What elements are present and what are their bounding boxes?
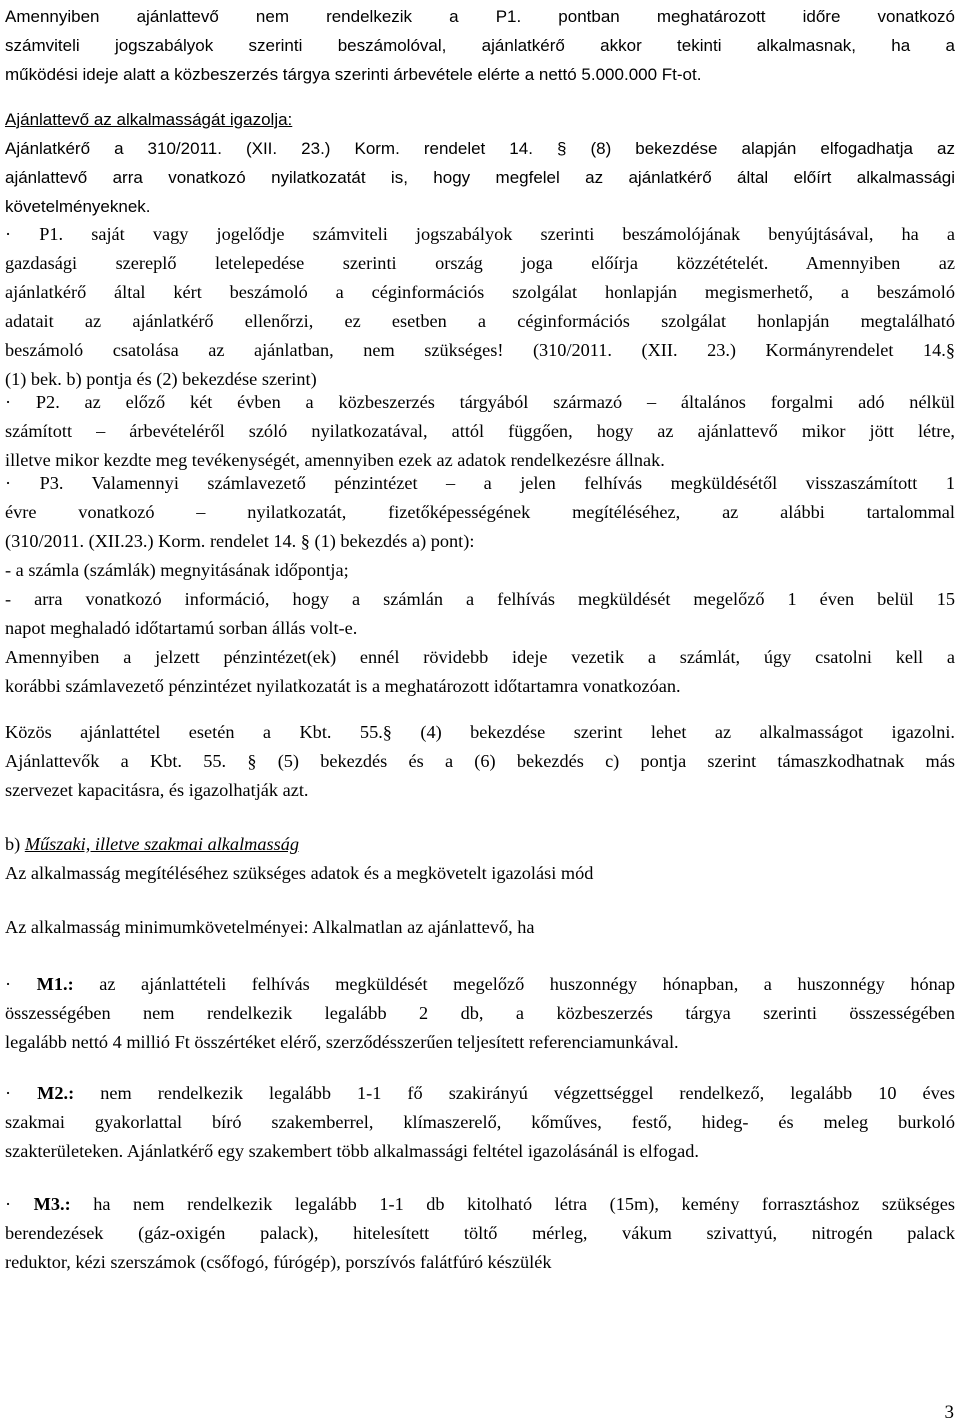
joint-bid-paragraph: [5, 718, 955, 805]
minimum-requirements: [5, 913, 955, 942]
text-line: gazdasági szereplő letelepedése szerinti ország joga előírja közzétételét. Amennyiben az: [5, 253, 955, 273]
text-line: korábbi számlavezető pénzintézet nyilatkozatát is a meghatározott időtartamra vonatkozóan.: [5, 676, 681, 696]
text-line: · P3. Valamennyi számlavezető pénzintézet – a jelen felhívás megküldésétől visszaszámított 1: [5, 473, 955, 493]
section-heading: [5, 830, 955, 859]
text-line: évre vonatkozó – nyilatkozatát, fizetőképességének megítéléséhez, az alábbi tartalommal: [5, 502, 955, 522]
section-heading: Ajánlattevő az alkalmasságát igazolja:: [5, 110, 293, 129]
text-line: szakmai gyakorlattal bíró szakemberrel, klímaszerelő, kőműves, festő, hideg- és meleg burkoló: [5, 1112, 955, 1132]
text-line: [5, 970, 955, 999]
text-line: · P1. saját vagy jogelődje számviteli jogszabályok szerinti beszámolójának benyújtásával, ha a: [5, 224, 955, 244]
text-line: · P2. az előző két évben a közbeszerzés tárgyából származó – általános forgalmi adó nélkül: [5, 392, 955, 412]
text-line: illetve mikor kezdte meg tevékenységét, amennyiben ezek az adatok rendelkezésre állnak.: [5, 450, 665, 470]
text-line: berendezések (gáz-oxigén palack), hitelesített töltő mérleg, vákum szivattyú, nitrogén palack: [5, 1223, 955, 1243]
text-line: adatait az ajánlatkérő ellenőrzi, ez esetben a céginformációs szolgálat honlapján megtalálható: [5, 311, 955, 331]
text-line: működési ideje alatt a közbeszerzés tárgya szerinti árbevétele elérte a nettó 5.000.000 Ft-ot.: [5, 65, 702, 84]
text-line: - a számla (számlák) megnyitásának időpontja;: [5, 560, 349, 580]
text-line: szervezet kapacitásra, és igazolhatják azt.: [5, 780, 309, 800]
text-line: legalább nettó 4 millió Ft összértéket elérő, szerződésszerűen teljesített referenciamunkával.: [5, 1032, 679, 1052]
text-line: [5, 1190, 955, 1219]
text-line: Ajánlatkérő a 310/2011. (XII. 23.) Korm. rendelet 14. § (8) bekezdése alapján elfogadhatja az: [5, 139, 955, 158]
text-line: reduktor, kézi szerszámok (csőfogó, fúrógép), porszívós falátfúró készülék: [5, 1252, 552, 1272]
requirement-label: M1.:: [36, 974, 74, 994]
rule-paragraph: [5, 134, 955, 221]
text-line: ajánlatkérő által kért beszámoló a céginformációs szolgálat honlapján megismerhető, a beszámoló: [5, 282, 955, 302]
requirement-text: ha nem rendelkezik legalább 1-1 db kitolható létra (15m), kemény forrasztáshoz szükséges: [70, 1194, 955, 1214]
section-subtitle: Az alkalmasság megítéléséhez szükséges adatok és a megkövetelt igazolási mód: [5, 863, 594, 883]
page-number: 3: [944, 1402, 954, 1423]
m1-paragraph: [5, 970, 955, 1057]
m2-paragraph: [5, 1079, 955, 1166]
text-line: ajánlattevő arra vonatkozó nyilatkozatát is, hogy megfelel az ajánlatkérő által előírt alkalmassági: [5, 168, 955, 187]
text-line: Az alkalmasság minimumkövetelményei: Alkalmatlan az ajánlattevő, ha: [5, 917, 535, 937]
bullet: ·: [5, 1194, 34, 1214]
text-line: Amennyiben a jelzett pénzintézet(ek) ennél rövidebb ideje vezetik a számlát, úgy csatolni kell a: [5, 647, 955, 667]
section-prefix: b): [5, 834, 25, 854]
intro-paragraph: [5, 2, 955, 89]
text-line: - arra vonatkozó információ, hogy a számlán a felhívás megküldését megelőző 1 éven belül 15: [5, 589, 955, 609]
text-line: napot meghaladó időtartamú sorban állás volt-e.: [5, 618, 358, 638]
requirement-text: az ajánlattételi felhívás megküldését megelőző huszonnégy hónapban, a huszonnégy hónap: [73, 974, 955, 994]
m3-paragraph: [5, 1190, 955, 1277]
text-line: beszámoló csatolása az ajánlatban, nem szükséges! (310/2011. (XII. 23.) Kormányrendelet 14.§: [5, 340, 955, 360]
bullet: ·: [5, 1083, 38, 1103]
text-line: szakterületeken. Ajánlatkérő egy szakembert több alkalmassági feltétel igazolásánál is elfogad.: [5, 1141, 699, 1161]
text-line: [5, 1079, 955, 1108]
text-line: követelményeknek.: [5, 197, 151, 216]
text-line: Ajánlattevők a Kbt. 55. § (5) bekezdés és a (6) bekezdés c) pontja szerint támaszkodhatnak más: [5, 751, 955, 771]
text-line: Amennyiben ajánlattevő nem rendelkezik a P1. pontban meghatározott időre vonatkozó: [5, 7, 955, 26]
p3-paragraph: [5, 469, 955, 701]
bullet: ·: [5, 974, 37, 994]
technical-suitability-heading: [5, 830, 955, 888]
requirement-label: M2.:: [37, 1083, 75, 1103]
p2-paragraph: [5, 388, 955, 475]
p1-paragraph: [5, 220, 955, 394]
text-line: (1) bek. b) pontja és (2) bekezdése szerint): [5, 369, 317, 389]
text-line: számviteli jogszabályok szerinti beszámolóval, ajánlatkérő akkor tekinti alkalmasnak, ha a: [5, 36, 955, 55]
text-line: számított – árbevételéről szóló nyilatkozatával, attól függően, hogy az ajánlattevő mikor jött létre,: [5, 421, 955, 441]
proof-heading: [5, 105, 955, 134]
text-line: összességében nem rendelkezik legalább 2 db, a közbeszerzés tárgya szerinti összességében: [5, 1003, 955, 1023]
requirement-text: nem rendelkezik legalább 1-1 fő szakirányú végzettséggel rendelkező, legalább 10 éves: [74, 1083, 955, 1103]
text-line: Közös ajánlattétel esetén a Kbt. 55.§ (4) bekezdése szerint lehet az alkalmasságot igazolni.: [5, 722, 955, 742]
requirement-label: M3.:: [33, 1194, 71, 1214]
section-title: Műszaki, illetve szakmai alkalmasság: [24, 834, 299, 854]
text-line: (310/2011. (XII.23.) Korm. rendelet 14. § (1) bekezdés a) pont):: [5, 531, 475, 551]
